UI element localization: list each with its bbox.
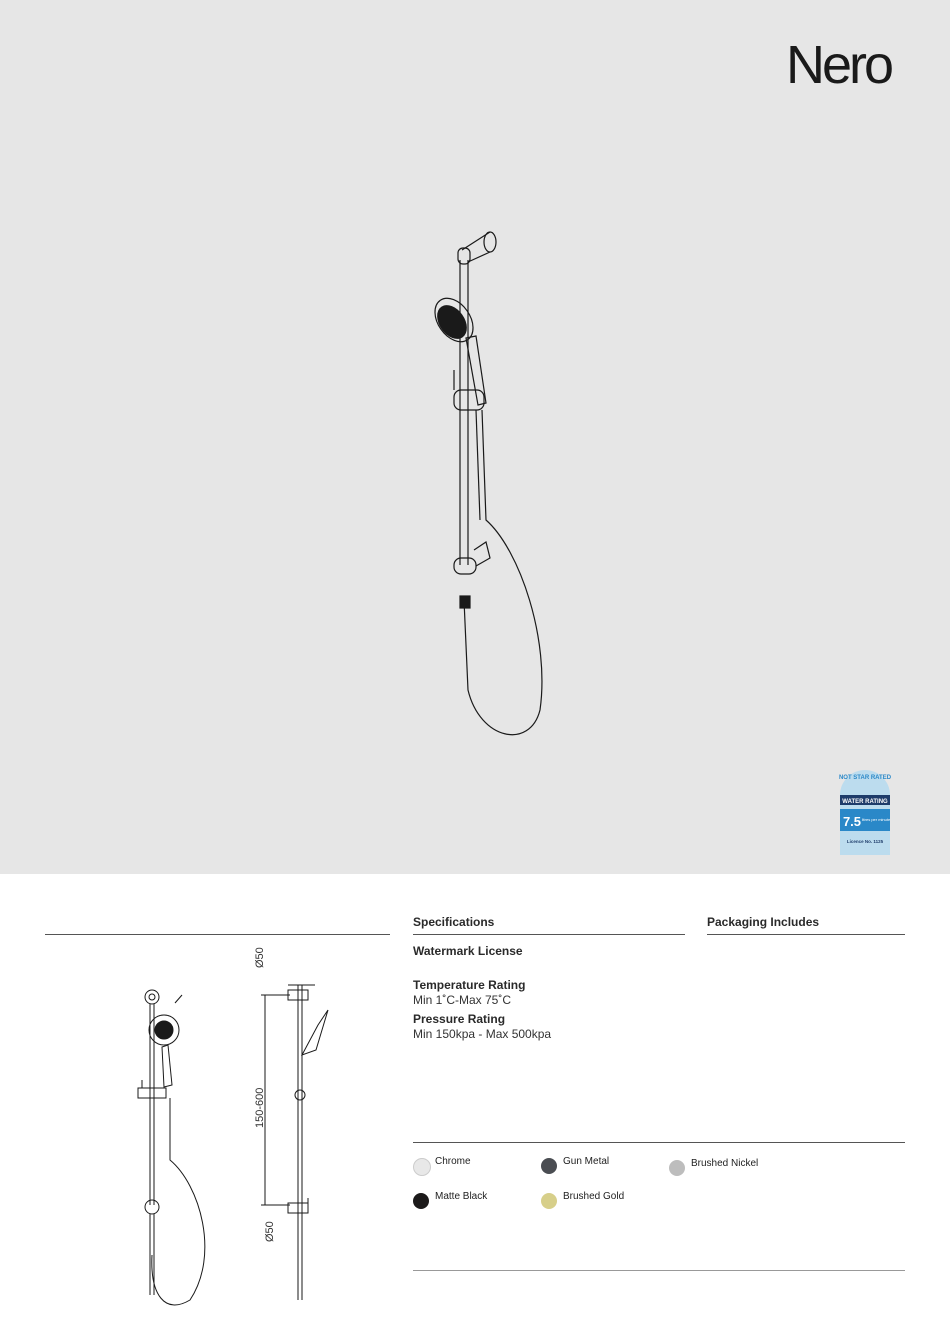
packaging-heading: Packaging Includes — [707, 915, 820, 929]
badge-licence: Licence No. 1125 — [846, 839, 884, 844]
watermark-license: Watermark License — [413, 944, 523, 958]
finish-label-chrome: Chrome — [435, 1156, 471, 1167]
swatch-matte-black — [413, 1193, 429, 1209]
badge-subtitle: WATER RATING — [842, 799, 888, 805]
pressure-value: Min 150kpa - Max 500kpa — [413, 1027, 552, 1041]
finish-label-brushed-nickel: Brushed Nickel — [691, 1158, 759, 1169]
finish-label-matte-black: Matte Black — [435, 1191, 488, 1202]
pressure-label: Pressure Rating — [413, 1012, 506, 1026]
water-rating-badge — [836, 765, 894, 857]
dim-top-label: Ø50 — [254, 947, 266, 968]
finish-label-gun-metal: Gun Metal — [563, 1156, 610, 1167]
shower-rail-illustration — [410, 220, 560, 750]
dim-mid-label: 150-600 — [254, 1087, 266, 1128]
finish-label-brushed-gold: Brushed Gold — [563, 1191, 625, 1202]
swatch-brushed-nickel — [669, 1160, 685, 1176]
finishes-top-divider — [413, 1142, 905, 1143]
technical-drawing — [120, 955, 330, 1315]
specifications-divider — [413, 934, 685, 935]
swatch-chrome — [413, 1158, 431, 1176]
specifications-heading: Specifications — [413, 915, 495, 929]
badge-arc-text: NOT STAR RATED — [838, 775, 892, 781]
drawing-divider — [45, 934, 390, 935]
temperature-label: Temperature Rating — [413, 978, 526, 992]
badge-flow-unit: litres per minute — [861, 817, 891, 822]
brand-logo: Nero — [786, 35, 892, 95]
badge-flow-value: 7.5 — [842, 814, 862, 829]
finishes-bottom-divider — [413, 1270, 905, 1271]
swatch-brushed-gold — [541, 1193, 557, 1209]
packaging-divider — [707, 934, 905, 935]
dim-bottom-label: Ø50 — [264, 1221, 276, 1242]
temperature-value: Min 1˚C-Max 75˚C — [413, 993, 512, 1007]
swatch-gun-metal — [541, 1158, 557, 1174]
